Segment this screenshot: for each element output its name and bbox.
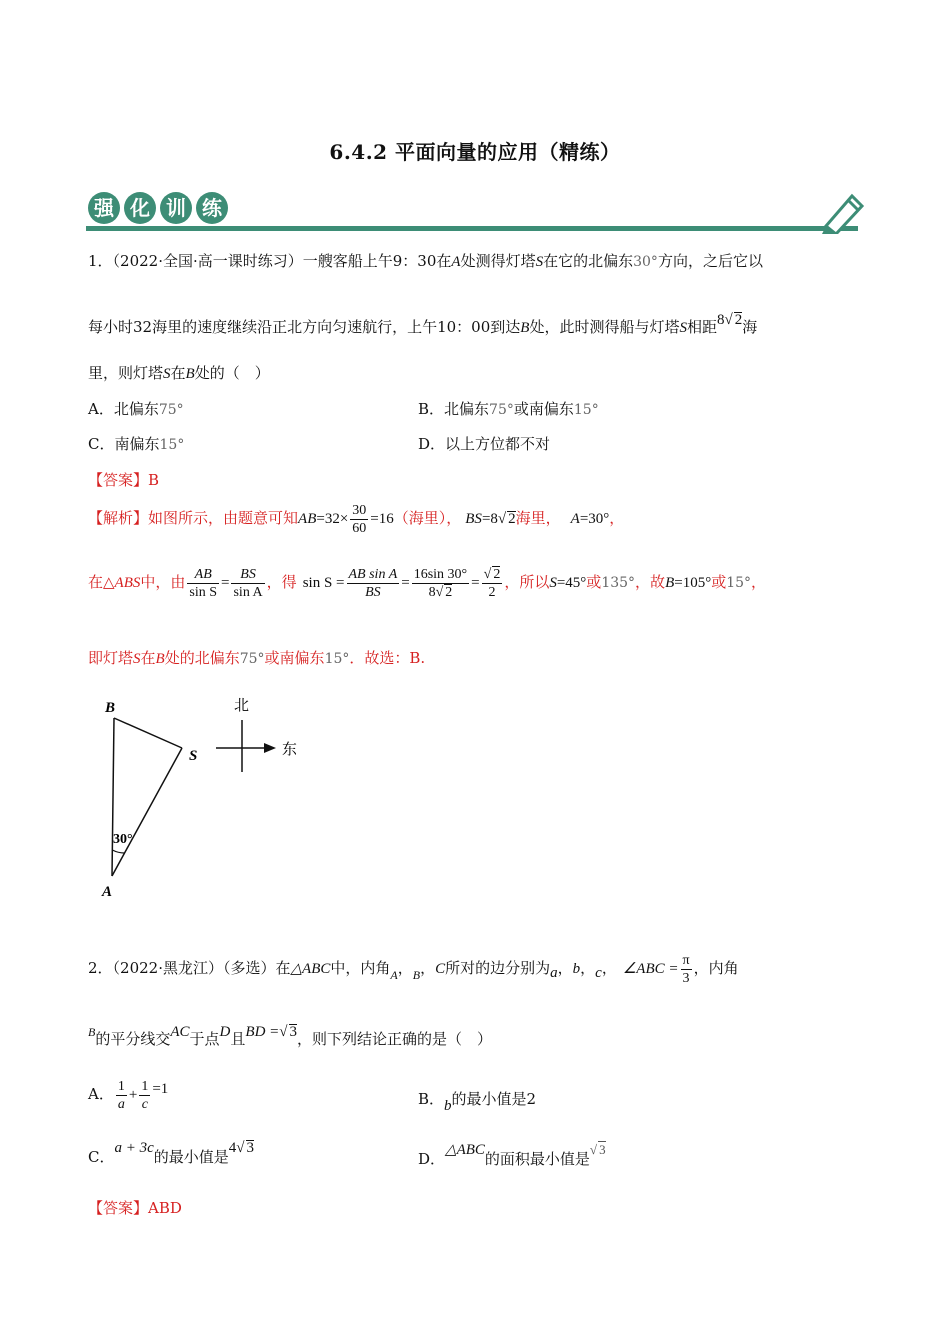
compass-icon [216,720,276,772]
q1-answer: 【答案】B [88,471,160,489]
label-angle: 30° [113,832,133,847]
q1-option-b[interactable]: B．北偏东75°或南偏东15° [418,400,599,418]
q1-option-c[interactable]: C．南偏东15° [88,435,185,453]
q1-option-d[interactable]: D．以上方位都不对 [418,435,551,453]
label-north: 北 [234,696,250,714]
q2-answer: 【答案】ABD [88,1199,182,1217]
q2-option-a[interactable]: A． $\frac{1}{a}$ + $\frac{1}{c}$ =1 [88,1079,169,1112]
q1-line-3: 里，则灯塔S在B处的（ ） [88,364,270,382]
q2-option-c[interactable]: C．a + 3c的最小值是4√ 3 [88,1140,255,1166]
triangle-abs [112,718,182,876]
q1-solution-line-1: 【解析】如图所示，由题意可知AB=32× $\frac{30}{60}$ =16（海里）， BS=8√ 2海里， A=30°， [88,503,625,536]
q2-line-1: 2．（2022·黑龙江）（多选）在△ABC中，内角$_A$，$_B$，C所对的边分别为a，b，c， ∠ABC = $\frac{\pi}{3}$ ，内角 [88,953,739,986]
label-east: 东 [282,740,298,758]
label-b: B [105,700,116,716]
label-a: A [102,884,113,900]
q1-line-2: 每小时32海里的速度继续沿正北方向匀速航行，上午10：00到达B处，此时测得船与灯塔S相距8√ 2海 [88,312,758,336]
label-s: S [189,748,198,764]
q1-solution-line-2: 在△ABS中，由 $\frac{AB}{\text{sin S}}$ = $\frac{BS}{\text{sin A}}$ ，得 sin S = $\frac{\text{AB sin A}}{BS}$ = $\frac{16\sin 30^\circ}{8√ 2}$ = $\frac{√ 2}{2}$ ，所以S=45°或135°，故B=105°或15°， [88,567,767,600]
triangle-figure [96,690,316,905]
q1-solution-line-3: 即灯塔S在B处的北偏东75°或南偏东15°．故选：B. [88,649,426,667]
q1-option-a[interactable]: A．北偏东75° [88,400,184,418]
q2-option-b[interactable]: B．b的最小值是2 [418,1090,537,1114]
page-title: 6.4.2 平面向量的应用（精练） [329,140,621,164]
q2-line-2: $^B$的平分线交AC于点D且BD =√ 3，则下列结论正确的是（ ） [88,1024,493,1048]
section-banner [86,188,866,236]
q2-option-d[interactable]: D．△ABC的面积最小值是√ 3 [418,1142,606,1168]
banner-char-2: 化 [124,192,156,224]
pencil-icon [818,188,866,234]
q1-line-1: 1．（2022·全国·高一课时练习）一艘客船上午9：30在A处测得灯塔S在它的北偏东30°方向，之后它以 [88,252,763,270]
banner-char-1: 强 [88,192,120,224]
banner-char-4: 练 [196,192,228,224]
banner-char-3: 训 [160,192,192,224]
banner-bar [86,226,858,231]
